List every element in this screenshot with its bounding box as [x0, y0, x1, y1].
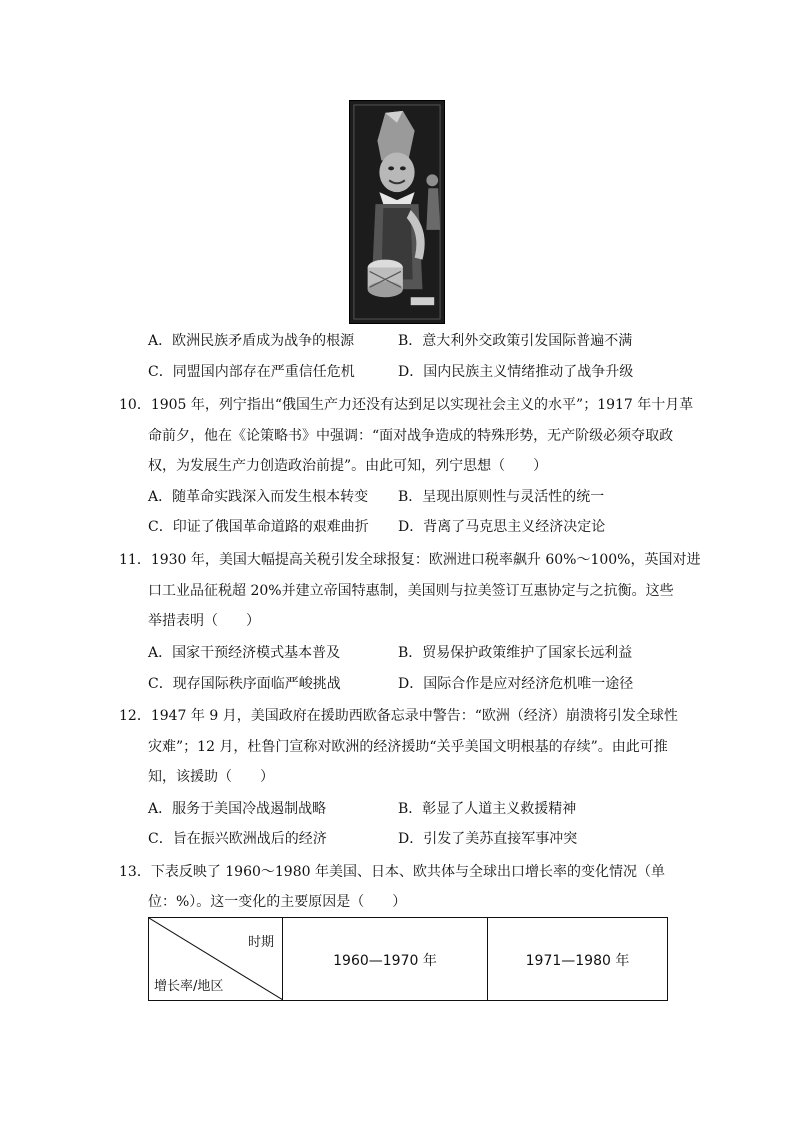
q12-option-c[interactable]: C．旨在振兴欧洲战后的经济 — [148, 831, 327, 847]
q12-stem-line-1: 12．1947 年 9 月，美国政府在援助西欧备忘录中警告：“欧洲（经济）崩溃将引发全球性 — [119, 708, 678, 724]
q10-stem-line-2: 命前夕，他在《论策略书》中强调：“面对战争造成的特殊形势，无产阶级必须夺取政 — [148, 428, 674, 444]
q9-option-d[interactable]: D．国内民族主义情绪推动了战争升级 — [398, 364, 634, 380]
header-period-label: 时期 — [247, 935, 274, 950]
q10-options-row-1 — [148, 487, 708, 507]
table-column-header — [283, 918, 488, 1000]
q11-options-row-2 — [148, 674, 708, 694]
q13-stem-line-2: 位：%）。这一变化的主要原因是（ ） — [148, 894, 407, 910]
q10-option-a[interactable]: A．随革命实践深入而发生根本转变 — [148, 489, 369, 505]
q12-stem-line-3: 知，该援助（ ） — [148, 769, 274, 785]
q12-options-row-2 — [148, 829, 708, 849]
q11-stem-line-3: 举措表明（ ） — [148, 613, 260, 629]
q9-options-row-1 — [148, 331, 708, 351]
q11-options-row-1 — [148, 643, 708, 663]
historical-poster-image — [349, 100, 445, 324]
q12-option-b[interactable]: B．彰显了人道主义救援精神 — [398, 801, 577, 817]
q10-option-b[interactable]: B．呈现出原则性与灵活性的统一 — [398, 489, 605, 505]
q9-option-a[interactable]: A．欧洲民族矛盾成为战争的根源 — [148, 333, 355, 349]
q9-options-row-2 — [148, 362, 708, 382]
q10-option-d[interactable]: D．背离了马克思主义经济决定论 — [398, 519, 606, 535]
q10-options-row-2 — [148, 517, 708, 537]
table-corner-header — [149, 918, 283, 1000]
q9-option-b[interactable]: B．意大利外交政策引发国际普遍不满 — [398, 333, 633, 349]
column-header-1960-1970: 1960—1970 年 — [333, 953, 437, 969]
q12-options-row-1 — [148, 799, 708, 819]
q10-option-c[interactable]: C．印证了俄国革命道路的艰难曲折 — [148, 519, 369, 535]
column-header-1971-1980: 1971—1980 年 — [525, 953, 630, 969]
q11-option-a[interactable]: A．国家干预经济模式基本普及 — [148, 645, 341, 661]
q12-option-a[interactable]: A．服务于美国冷战遏制战略 — [148, 801, 327, 817]
header-rate-region-label: 增长率/地区 — [154, 979, 224, 994]
q11-option-b[interactable]: B．贸易保护政策维护了国家长远利益 — [398, 645, 633, 661]
q10-stem-line-1: 10．1905 年，列宁指出“俄国生产力还没有达到足以实现社会主义的水平”；1917 年十月革 — [119, 397, 694, 413]
q13-stem-line-1: 13．下表反映了 1960～1980 年美国、日本、欧共体与全球出口增长率的变化情况（单 — [119, 864, 665, 880]
table-column-header — [488, 918, 667, 1000]
q9-option-c[interactable]: C．同盟国内部存在严重信任危机 — [148, 364, 355, 380]
q11-stem-line-2: 口工业品征税超 20%并建立帝国特惠制，美国则与拉美签订互惠协定与之抗衡。这些 — [148, 583, 674, 599]
q11-stem-line-1: 11．1930 年，美国大幅提高关税引发全球报复：欧洲进口税率飙升 60%～100%，英国对进 — [119, 552, 701, 568]
q12-option-d[interactable]: D．引发了美苏直接军事冲突 — [398, 831, 578, 847]
q11-option-c[interactable]: C．现存国际秩序面临严峻挑战 — [148, 676, 341, 692]
q11-option-d[interactable]: D．国际合作是应对经济危机唯一途径 — [398, 676, 634, 692]
q10-stem-line-3: 权，为发展生产力创造政治前提”。由此可知，列宁思想（ ） — [148, 458, 548, 474]
q12-stem-line-2: 灾难”；12 月，杜鲁门宣称对欧洲的经济援助“关乎美国文明根基的存续”。由此可推 — [148, 739, 668, 755]
export-growth-table — [148, 917, 668, 1001]
